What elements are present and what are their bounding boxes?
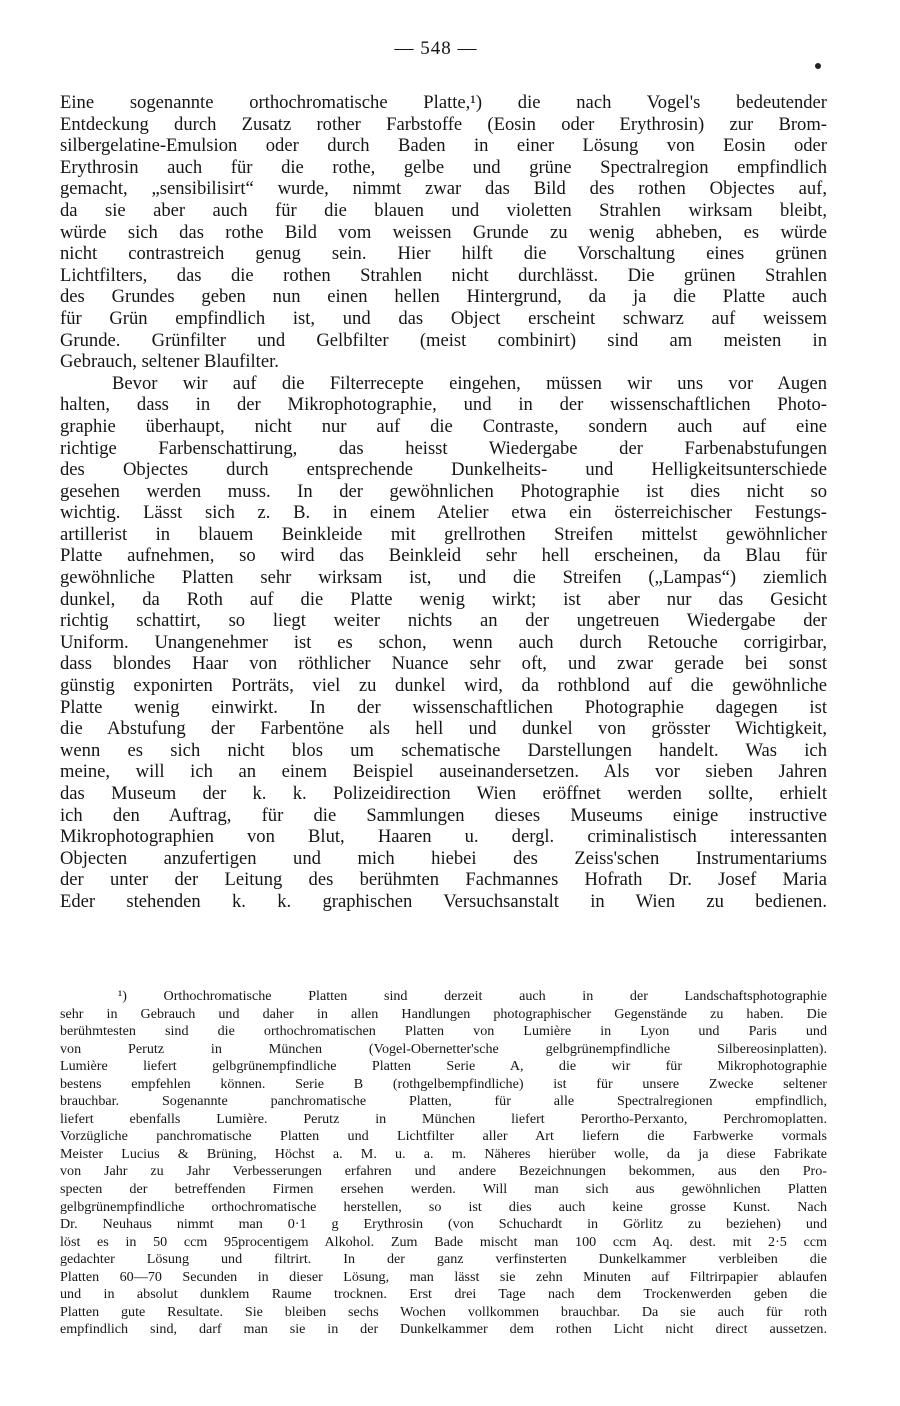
body-line: nicht contrastreich genug sein. Hier hilft die Vorschaltung eines grünen: [60, 243, 827, 265]
body-text: [60, 92, 827, 913]
footnote-line: empfindlich sind, darf man sie in der Dunkelkammer dem rothen Licht nicht direct aussetzen.: [60, 1321, 827, 1338]
body-line: würde sich das rothe Bild vom weissen Grunde zu wenig abheben, es würde: [60, 221, 827, 243]
body-line: Eine sogenannte orthochromatische Platte,¹) die nach Vogel's bedeutender: [60, 92, 827, 113]
body-line: Lichtfilters, das die rothen Strahlen nicht durchlässt. Die grünen Strahlen: [60, 264, 827, 286]
ink-speck: [815, 63, 821, 69]
footnote-line: Dr. Neuhaus nimmt man 0·1 g Erythrosin (von Schuchardt in Görlitz zu beziehen) und: [60, 1216, 827, 1233]
body-line: der unter der Leitung des berühmten Fachmannes Hofrath Dr. Josef Maria: [60, 869, 827, 891]
footnote-line: berühmtesten sind die orthochromatischen Platten von Lumière in Lyon und Paris und: [60, 1023, 827, 1040]
body-line: halten, dass in der Mikrophotographie, und in der wissenschaftlichen Photo-: [60, 394, 827, 416]
body-line: dass blondes Haar von röthlicher Nuance sehr oft, und zwar gerade bei sonst: [60, 653, 827, 675]
footnote-line: Platten 60—70 Secunden in dieser Lösung, man lässt sie zehn Minuten auf Filtrirpapier ablaufen: [60, 1268, 827, 1285]
body-line: Grunde. Grünfilter und Gelbfilter (meist combinirt) sind am meisten in: [60, 329, 827, 351]
body-line: richtige Farbenschattirung, das heisst Wiedergabe der Farbenabstufungen: [60, 437, 827, 459]
body-line: wichtig. Lässt sich z. B. in einem Atelier etwa ein österreichischer Festungs-: [60, 502, 827, 524]
body-line: Objecten anzufertigen und mich hiebei des Zeiss'schen Instrumentariums: [60, 847, 827, 869]
footnote-line: ¹) Orthochromatische Platten sind derzeit auch in der Landschaftsphotographie: [118, 988, 827, 1004]
body-line: Entdeckung durch Zusatz rother Farbstoffe (Eosin oder Erythrosin) zur Brom-: [60, 113, 827, 135]
footnote-line: Vorzügliche panchromatische Platten und Lichtfilter aller Art liefern die Farbwerke vormals: [60, 1128, 827, 1145]
body-line: des Objectes durch entsprechende Dunkelheits- und Helligkeitsunterschiede: [60, 459, 827, 481]
footnote-line: sehr in Gebrauch und daher in allen Handlungen photographischer Gegenstände zu haben. Die: [60, 1005, 827, 1022]
body-line: gemacht, „sensibilisirt“ wurde, nimmt zwar das Bild des rothen Objectes auf,: [60, 178, 827, 200]
body-line: Mikrophotographien von Blut, Haaren u. dergl. criminalistisch interessanten: [60, 826, 827, 848]
body-line: silbergelatine-Emulsion oder durch Baden in einer Lösung von Eosin oder: [60, 135, 827, 157]
body-line: Uniform. Unangenehmer ist es schon, wenn auch durch Retouche corrigirbar,: [60, 631, 827, 653]
body-line: graphie überhaupt, nicht nur auf die Contraste, sondern auch auf eine: [60, 415, 827, 437]
footnote-line: von Jahr zu Jahr Verbesserungen erfahren und andere Bezeichnungen bekommen, aus den Pro-: [60, 1163, 827, 1180]
body-line: das Museum der k. k. Polizeidirection Wien eröffnet werden sollte, erhielt: [60, 783, 827, 804]
body-line: günstig exponirten Porträts, viel zu dunkel wird, da rothblond auf die gewöhnliche: [60, 675, 827, 697]
footnote-line: bestens empfehlen können. Serie B (rothgelbempfindliche) ist für unsere Zwecke seltener: [60, 1075, 827, 1092]
footnote-line: von Perutz in München (Vogel-Obernetter'sche gelbgrünempfindliche Silbereosinplatten).: [60, 1040, 827, 1057]
body-line: da sie aber auch für die blauen und violetten Strahlen wirksam bleibt,: [60, 199, 827, 221]
footnote-line: gedachter Lösung und filtrirt. In der ganz verfinsterten Dunkelkammer verbleiben die: [60, 1251, 827, 1268]
body-line: wenn es sich nicht blos um schematische Darstellungen handelt. Was ich: [60, 739, 827, 761]
body-line: gesehen werden muss. In der gewöhnlichen Photographie ist dies nicht so: [60, 480, 827, 502]
body-line: richtig schattirt, so liegt weiter nichts an der ungetreuen Wiedergabe der: [60, 610, 827, 632]
page-number: — 548 —: [394, 38, 478, 59]
footnote-line: specten der betreffenden Firmen ersehen werden. Will man sich aus gewöhnlichen Platten: [60, 1181, 827, 1198]
body-line: die Abstufung der Farbentöne als hell und dunkel von grösster Wichtigkeit,: [60, 718, 827, 740]
footnote-line: Lumière liefert gelbgrünempfindliche Platten Serie A, die wir für Mikrophotographie: [60, 1058, 827, 1075]
footnote-line: brauchbar. Sogenannte panchromatische Platten, für alle Spectralregionen empfindlich,: [60, 1093, 827, 1110]
body-line: für Grün empfindlich ist, und das Object erscheint schwarz auf weissem: [60, 307, 827, 329]
body-line: gewöhnliche Platten sehr wirksam ist, und die Streifen („Lampas“) ziemlich: [60, 567, 827, 589]
footnote-line: Meister Lucius & Brüning, Höchst a. M. u. a. m. Näheres hierüber wolle, da ja diese Fabrikate: [60, 1145, 827, 1162]
body-line: artillerist in blauem Beinkleide mit grellrothen Streifen mittelst gewöhnlicher: [60, 523, 827, 545]
body-line: Eder stehenden k. k. graphischen Versuchsanstalt in Wien zu bedienen.: [60, 890, 827, 912]
footnote-line: gelbgrünempfindliche orthochromatische herstellen, so ist dies auch keine grosse Kunst. Nach: [60, 1198, 827, 1215]
body-line: meine, will ich an einem Beispiel auseinandersetzen. Als vor sieben Jahren: [60, 761, 827, 783]
body-line: Platte wenig einwirkt. In der wissenschaftlichen Photographie dagegen ist: [60, 696, 827, 718]
footnote: [60, 988, 827, 1339]
body-line: Bevor wir auf die Filterrecepte eingehen, müssen wir uns vor Augen: [112, 372, 827, 394]
footnote-line: und in absolut dunklem Raume trocknen. Erst drei Tage nach dem Trockenwerden geben die: [60, 1286, 827, 1303]
body-line: ich den Auftrag, für die Sammlungen dieses Museums einige instructive: [60, 804, 827, 826]
body-line: Platte aufnehmen, so wird das Beinkleid sehr hell erscheinen, da Blau für: [60, 545, 827, 567]
body-line: Gebrauch, seltener Blaufilter.: [60, 351, 279, 373]
body-line: des Grundes geben nun einen hellen Hintergrund, da ja die Platte auch: [60, 286, 827, 308]
footnote-line: Platten gute Resultate. Sie bleiben sechs Wochen vollkommen brauchbar. Da sie auch für roth: [60, 1303, 827, 1320]
body-line: dunkel, da Roth auf die Platte wenig wirkt; ist aber nur das Gesicht: [60, 588, 827, 610]
body-line: Erythrosin auch für die rothe, gelbe und grüne Spectralregion empfindlich: [60, 156, 827, 178]
footnote-line: löst es in 50 ccm 95procentigem Alkohol. Zum Bade mischt man 100 ccm Aq. dest. mit 2·5 ccm: [60, 1233, 827, 1250]
footnote-line: liefert ebenfalls Lumière. Perutz in München liefert Perortho-Perxanto, Perchromoplatten.: [60, 1110, 827, 1127]
